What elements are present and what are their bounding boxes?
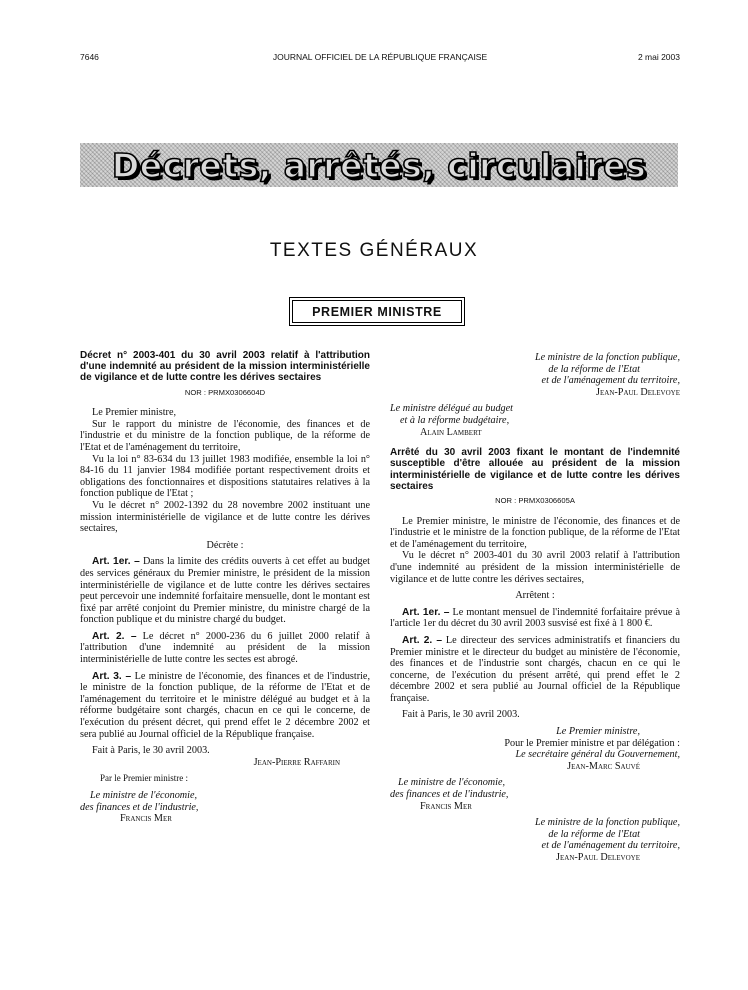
signature-title: Le ministre de l'économie, [398, 777, 506, 789]
arrete-fait: Fait à Paris, le 30 avril 2003. [402, 709, 520, 721]
signature-name: Francis Mer [120, 813, 172, 825]
signature-name: Alain Lambert [420, 426, 482, 438]
article-label: Art. 3. – [92, 670, 132, 682]
signature-title: et à la réforme budgétaire, [400, 414, 510, 426]
article-text: Dans la limite des crédits ouverts à cet effet au budget des services généraux du Premier ministre, le président de la mission interministérielle de vigilance et de lutte contre les dérives sectaires peut percevoir une indemnité forfaitaire mensuelle, dont le montant est fixé par arrêté conjoint du Premier ministre, du ministre chargé de la fonction publique et du ministre chargé du budget. [80, 556, 370, 626]
decree-article-2 [80, 631, 370, 666]
arrete-nor: NOR : PRMX0306605A [495, 495, 575, 505]
section-banner [80, 143, 678, 187]
signature-title: Le ministre délégué au budget [390, 403, 513, 415]
decree-para-4: Vu le décret n° 2002-1392 du 28 novembre 2002 instituant une mission interministérielle de vigilance et de lutte contre les dérives sectaires, [80, 499, 370, 535]
decree-title: Décret n° 2003-401 du 30 avril 2003 relatif à l'attribution d'une indemnité au président de la mission interministérielle de vigilance et de lutte contre les dérives sectaires [80, 350, 370, 384]
decree-para-2: Sur le rapport du ministre de l'économie, des finances et de l'industrie et du ministre de la fonction publique, de la réforme de l'Etat et de l'aménagement du territoire, [80, 418, 370, 453]
banner-title: Décrets, arrêtés, circulaires [111, 145, 647, 185]
par-le-premier-ministre: Par le Premier ministre : [100, 773, 188, 784]
signature-title: Le ministre de la fonction publique, [534, 352, 680, 363]
signature-name: Jean-Paul Delevoye [556, 852, 640, 863]
signature-title: Pour le Premier ministre et par délégation : [504, 737, 680, 749]
decree-article-1 [80, 556, 370, 626]
signature-title: des finances et de l'industrie, [390, 789, 509, 801]
signature-title: de la réforme de l'Etat [548, 363, 640, 375]
article-label: Art. 2. – [402, 634, 443, 646]
arrete-article-1 [390, 607, 680, 630]
article-label: Art. 1er. – [402, 606, 450, 618]
article-label: Art. 1er. – [92, 556, 140, 568]
article-text: Le montant mensuel de l'indemnité forfaitaire prévue à l'article 1er du décret du 30 avril 2003 susvisé est fixé à 1 800 €. [390, 606, 680, 630]
article-label: Art. 2. – [92, 630, 137, 642]
signature-title: Le Premier ministre, [556, 726, 640, 738]
decree-nor: NOR : PRMX0306604D [184, 387, 266, 397]
signature-name: Jean-Marc Sauvé [567, 760, 640, 772]
signature-title: des finances et de l'industrie, [80, 801, 199, 813]
arrete-title: Arrêté du 30 avril 2003 fixant le montant de l'indemnité susceptible d'être allouée au président de la mission interministérielle de vigilance et de lutte contre les dérives sectaires [390, 447, 680, 492]
signature-title: et de l'aménagement du territoire, [541, 840, 680, 852]
arrete-arretent: Arrêtent : [515, 590, 555, 602]
section-title: TEXTES GÉNÉRAUX [269, 240, 479, 261]
ministry-box [289, 297, 465, 326]
decree-para-3: Vu la loi n° 83-634 du 13 juillet 1983 modifiée, ensemble la loi n° 84-16 du 11 janvier 1984 modifiée portant respectivement droits et obligations des fonctionnaires et dispositions statutaires relatives à la fonction publique de l'Etat ; [80, 453, 370, 500]
page-number: 7646 [80, 52, 99, 62]
left-column [80, 350, 370, 825]
signature-name: Francis Mer [420, 800, 472, 812]
issue-date: 2 mai 2003 [637, 52, 680, 62]
signer-name: Jean-Pierre Raffarin [253, 756, 340, 768]
article-text: Le ministre de l'économie, des finances et de l'industrie, le ministre de la fonction publique, de la réforme de l'Etat et de l'aménagement du territoire et le ministre délégué au budget et à la réforme budgétaire sont chargés, chacun en ce qui le concerne, de l'exécution du présent décret, qui prend effet le 2 décembre 2002 et sera publié au Journal officiel de la République française. [80, 670, 370, 740]
signature-title: Le secrétaire général du Gouvernement, [515, 749, 680, 761]
signature-name: Jean-Paul Delevoye [596, 386, 680, 398]
article-text: Le directeur des services administratifs et financiers du Premier ministre et le directeur du budget au ministère de l'économie, des finances et de l'industrie sont chargés, chacun en ce qui le concerne, de l'exécution du présent arrêté, qui prend effet le 2 décembre 2002 et sera publié au Journal officiel de la République française. [390, 634, 680, 704]
ministry-label: PREMIER MINISTRE [312, 304, 442, 319]
decree-decrete: Décrète : [206, 539, 244, 551]
right-column [390, 352, 680, 864]
arrete-article-2 [390, 635, 680, 705]
arrete-para-1: Le Premier ministre, le ministre de l'économie, des finances et de l'industrie et le ministre de la fonction publique, de la réforme de l'Etat et de l'aménagement du territoire, [390, 515, 680, 550]
signature-title: Le ministre de la fonction publique, [534, 817, 680, 829]
decree-article-3 [80, 671, 370, 741]
signature-title: de la réforme de l'Etat [548, 828, 640, 840]
journal-title: JOURNAL OFFICIEL DE LA RÉPUBLIQUE FRANÇAISE [272, 52, 488, 62]
arrete-para-2: Vu le décret n° 2003-401 du 30 avril 2003 relatif à l'attribution d'une indemnité au président de la mission interministérielle de vigilance et de lutte contre les dérives sectaires, [390, 550, 680, 585]
decree-para-1: Le Premier ministre, [92, 407, 177, 419]
signature-title: et de l'aménagement du territoire, [541, 375, 680, 387]
decree-fait: Fait à Paris, le 30 avril 2003. [92, 745, 210, 757]
signature-title: Le ministre de l'économie, [90, 790, 198, 802]
running-header [80, 52, 680, 64]
article-text: Le décret n° 2000-236 du 6 juillet 2000 relatif à l'attribution d'une indemnité au président de la mission interministérielle de lutte contre les sectes est abrogé. [80, 630, 370, 666]
